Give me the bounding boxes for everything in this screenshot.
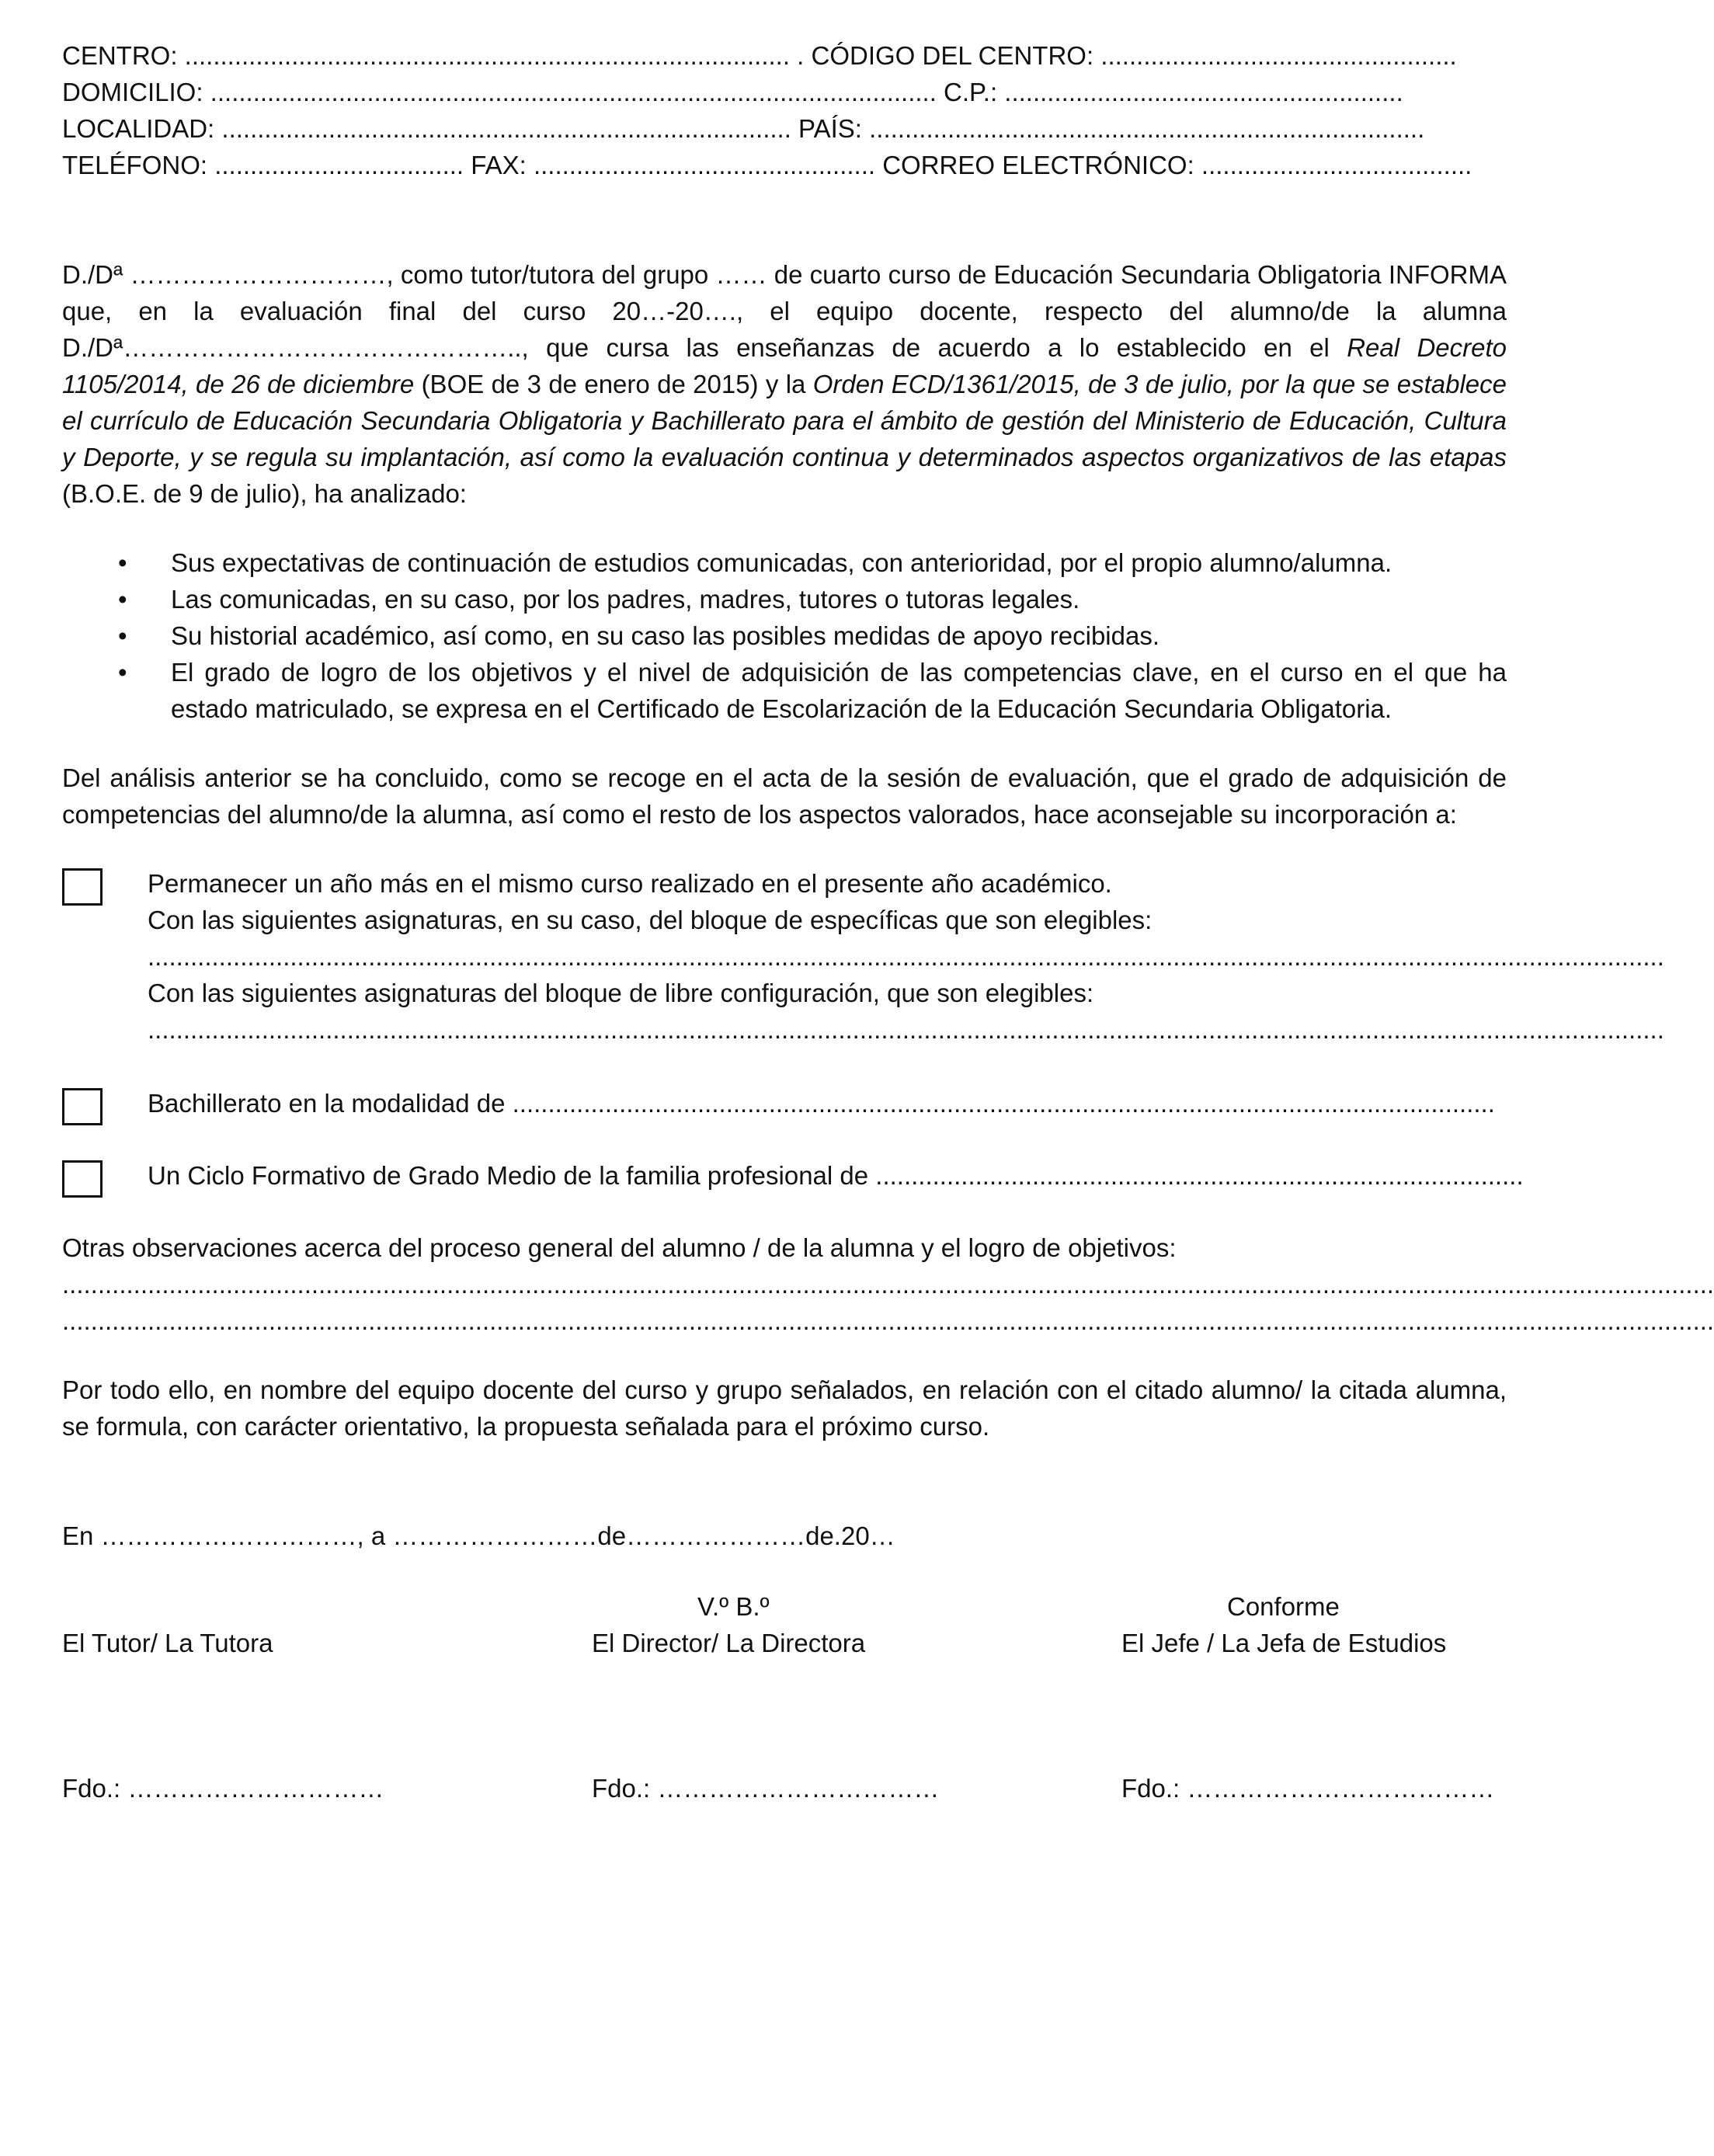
repeat-course-label: Permanecer un año más en el mismo curso realizado en el presente año académico. bbox=[148, 869, 1112, 898]
law-reference-1: Real Decreto 1105/2014, de 26 de diciembre bbox=[62, 333, 1507, 398]
ciclo-formativo-checkbox[interactable] bbox=[62, 1160, 103, 1198]
jefe-signature-block bbox=[1121, 1588, 1507, 1661]
bullet-item bbox=[62, 544, 1507, 581]
signature-fdo-row bbox=[62, 1770, 1507, 1807]
bullet-text: Las comunicadas, en su caso, por los padres, madres, tutores o tutoras legales. bbox=[171, 585, 1080, 614]
signature-titles-row bbox=[62, 1588, 1507, 1661]
bullet-text: El grado de logro de los objetivos y el nivel de adquisición de las competencias clave, en el curso en el que ha estado matriculado, se expresa en el Certificado de Escolarización de la Educación Secundaria Obligatoria. bbox=[171, 658, 1507, 723]
option-ciclo-formativo bbox=[62, 1157, 1524, 1194]
bullet-text: Sus expectativas de continuación de estudios comunicadas, con anterioridad, por el propio alumno/alumna. bbox=[171, 548, 1392, 577]
intro-text-1: D./Dª …………………………, como tutor/tutora del grupo …… de cuarto curso de Educación Secundaria Obligatoria INFORMA que, en la evaluación final del curso 20…-20…., el equipo docente, respecto del alumno/de la alumna D./Dª……………………………………….., que cursa las enseñanzas de acuerdo a lo establecido en el bbox=[62, 260, 1507, 362]
free-config-subjects-label: Con las siguientes asignaturas del bloque de libre configuración, que son elegibles: bbox=[148, 979, 1094, 1007]
bullet-text: Su historial académico, así como, en su caso las posibles medidas de apoyo recibidas. bbox=[171, 621, 1160, 650]
jefe-conforme-label: Conforme bbox=[1227, 1592, 1340, 1621]
domicilio-line: DOMICILIO: ...................................................................................................... C.P.: ........................................................ bbox=[62, 78, 1403, 106]
director-signature-block bbox=[592, 1588, 1121, 1661]
telefono-line: TELÉFONO: ................................... FAX: ................................................ CORREO ELECTRÓNICO: ...................................... bbox=[62, 151, 1472, 179]
observations-field-1[interactable]: ........................................................................................................................................................................................................................................ bbox=[62, 1270, 1714, 1299]
director-title: El Director/ La Directora bbox=[592, 1629, 866, 1657]
tutor-signature-block bbox=[62, 1588, 592, 1661]
conclusion-paragraph: Por todo ello, en nombre del equipo docente del curso y grupo señalados, en relación con el citado alumno/ la citada alumna, se formula, con carácter orientativo, la propuesta señalada para el próximo curso. bbox=[62, 1375, 1507, 1441]
tutor-title: El Tutor/ La Tutora bbox=[62, 1629, 273, 1657]
tutor-fdo-field[interactable]: Fdo.: ………………………… bbox=[62, 1774, 384, 1803]
analysis-paragraph: Del análisis anterior se ha concluido, como se recoge en el acta de la sesión de evaluación, que el grado de adquisición de competencias del alumno/de la alumna, así como el resto de los aspectos valorados, hace aconsejable su incorporación a: bbox=[62, 763, 1507, 829]
bullet-icon: • bbox=[118, 658, 127, 687]
law-reference-2: Orden ECD/1361/2015, de 3 de julio, por la que se establece el currículo de Educación Secundaria Obligatoria y Bachillerato para el ámbito de gestión del Ministerio de Educación, Cultura y Deporte, y se regula su implantación, así como la evaluación continua y determinados aspectos organizativos de las etapas bbox=[62, 370, 1507, 471]
document-page bbox=[62, 37, 1714, 1807]
ciclo-formativo-family-field[interactable]: Un Ciclo Formativo de Grado Medio de la familia profesional de ........................................................................................... bbox=[148, 1161, 1524, 1190]
analysis-bullet-list bbox=[62, 544, 1507, 727]
option-bachillerato bbox=[62, 1085, 1507, 1121]
place-date-line: En …………………………, a ……………………de…………………de.20… bbox=[62, 1521, 895, 1550]
jefe-title: El Jefe / La Jefa de Estudios bbox=[1121, 1629, 1447, 1657]
specific-subjects-field[interactable]: ..................................................................................................................................................................................................................... bbox=[148, 942, 1664, 971]
director-fdo-field[interactable]: Fdo.: …………………………… bbox=[592, 1774, 940, 1803]
specific-subjects-label: Con las siguientes asignaturas, en su caso, del bloque de específicas que son elegibles: bbox=[148, 906, 1153, 934]
bullet-item bbox=[62, 581, 1507, 617]
bullet-item bbox=[62, 617, 1507, 654]
observations-label: Otras observaciones acerca del proceso general del alumno / de la alumna y el logro de objetivos: bbox=[62, 1233, 1177, 1262]
intro-text-2: (BOE de 3 de enero de 2015) y la bbox=[414, 370, 813, 398]
intro-paragraph bbox=[62, 256, 1507, 512]
bullet-icon: • bbox=[118, 548, 127, 577]
bachillerato-modality-field[interactable]: Bachillerato en la modalidad de .......................................................................................................................................... bbox=[148, 1089, 1495, 1118]
intro-text-3: (B.O.E. de 9 de julio), ha analizado: bbox=[62, 479, 467, 508]
director-vb-label: V.º B.º bbox=[697, 1592, 770, 1621]
jefe-fdo-field[interactable]: Fdo.: ……………………………… bbox=[1121, 1774, 1495, 1803]
observations-field-2[interactable]: ........................................................................................................................................................................................................................................ bbox=[62, 1306, 1714, 1335]
bullet-item bbox=[62, 654, 1507, 727]
school-header bbox=[62, 37, 1507, 183]
option-repeat-course bbox=[62, 865, 1664, 1048]
localidad-line: LOCALIDAD: ................................................................................ PAÍS: .............................................................................. bbox=[62, 114, 1425, 143]
bullet-icon: • bbox=[118, 621, 127, 650]
bachillerato-checkbox[interactable] bbox=[62, 1088, 103, 1125]
centro-line: CENTRO: ..................................................................................... . CÓDIGO DEL CENTRO: .................................................. bbox=[62, 41, 1457, 70]
free-config-subjects-field[interactable]: ..................................................................................................................................................................................................................... bbox=[148, 1015, 1664, 1044]
bullet-icon: • bbox=[118, 585, 127, 614]
repeat-course-checkbox[interactable] bbox=[62, 868, 103, 906]
